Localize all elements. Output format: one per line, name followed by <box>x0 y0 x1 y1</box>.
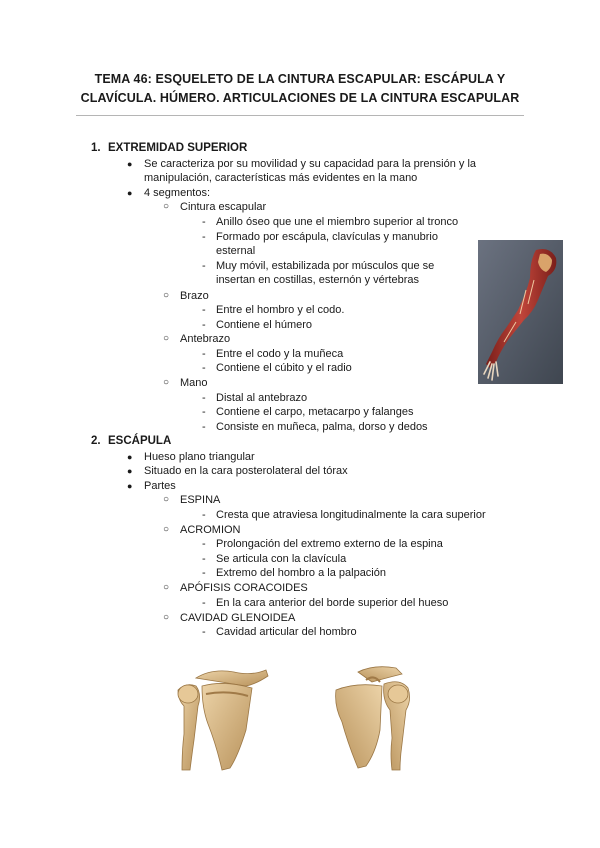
brazo-item-1: Entre el hombro y el codo. <box>216 304 345 316</box>
dash-icon: - <box>202 392 206 404</box>
arm-muscles-image <box>478 240 563 384</box>
brazo-item-2: Contiene el húmero <box>216 319 313 331</box>
dash-icon: - <box>202 509 206 521</box>
title-line-2: CLAVÍCULA. HÚMERO. ARTICULACIONES DE LA CINTURA ESCAPULAR <box>80 91 520 105</box>
title-divider <box>76 115 524 116</box>
page-title <box>60 70 540 108</box>
dash-icon: - <box>202 567 206 579</box>
cintura-item-3-line-2: insertan en costillas, esternón y vértebras <box>216 274 419 286</box>
acromion-item-1: Prolongación del extremo externo de la espina <box>216 538 443 550</box>
s2-bullet-2: Situado en la cara posterolateral del tórax <box>144 465 348 477</box>
coracoides-item-1: En la cara anterior del borde superior del hueso <box>216 597 449 609</box>
coracoides-label: APÓFISIS CORACOIDES <box>180 582 308 594</box>
circle-bullet-icon: ○ <box>163 494 170 505</box>
section-2-number: 2. <box>91 435 101 447</box>
antebrazo-item-1: Entre el codo y la muñeca <box>216 348 344 360</box>
cintura-item-2-line-1: Formado por escápula, clavículas y manubrio <box>216 231 438 243</box>
mano-label: Mano <box>180 377 208 389</box>
scapula-posterior-image <box>172 660 272 772</box>
acromion-label: ACROMION <box>180 524 241 536</box>
espina-label: ESPINA <box>180 494 221 506</box>
dash-icon: - <box>202 260 206 272</box>
section-1-number: 1. <box>91 142 101 154</box>
circle-bullet-icon: ○ <box>163 333 170 344</box>
cintura-item-3-line-1: Muy móvil, estabilizada por músculos que se <box>216 260 435 272</box>
antebrazo-item-2: Contiene el cúbito y el radio <box>216 362 352 374</box>
bullet-icon: ● <box>127 188 133 198</box>
circle-bullet-icon: ○ <box>163 524 170 535</box>
s1-bullet-1-line-1: Se caracteriza por su movilidad y su capacidad para la prensión y la <box>144 158 477 170</box>
bullet-icon: ● <box>127 481 133 491</box>
circle-bullet-icon: ○ <box>163 377 170 388</box>
cintura-item-1: Anillo óseo que une el miembro superior al tronco <box>216 216 459 228</box>
acromion-item-3: Extremo del hombro a la palpación <box>216 567 386 579</box>
circle-bullet-icon: ○ <box>163 582 170 593</box>
s1-bullet-2: 4 segmentos: <box>144 187 211 199</box>
dash-icon: - <box>202 304 206 316</box>
brazo-label: Brazo <box>180 290 209 302</box>
s2-bullet-1: Hueso plano triangular <box>144 451 255 463</box>
antebrazo-label: Antebrazo <box>180 333 231 345</box>
cintura-label: Cintura escapular <box>180 201 267 213</box>
cintura-item-2-line-2: esternal <box>216 245 256 257</box>
section-1-heading: EXTREMIDAD SUPERIOR <box>108 142 248 154</box>
dash-icon: - <box>202 597 206 609</box>
circle-bullet-icon: ○ <box>163 290 170 301</box>
mano-item-1: Distal al antebrazo <box>216 392 308 404</box>
dash-icon: - <box>202 319 206 331</box>
mano-item-3: Consiste en muñeca, palma, dorso y dedos <box>216 421 428 433</box>
mano-item-2: Contiene el carpo, metacarpo y falanges <box>216 406 414 418</box>
s2-bullet-3: Partes <box>144 480 176 492</box>
bullet-icon: ● <box>127 452 133 462</box>
dash-icon: - <box>202 421 206 433</box>
circle-bullet-icon: ○ <box>163 612 170 623</box>
espina-item-1: Cresta que atraviesa longitudinalmente la cara superior <box>216 509 486 521</box>
dash-icon: - <box>202 362 206 374</box>
dash-icon: - <box>202 538 206 550</box>
dash-icon: - <box>202 553 206 565</box>
dash-icon: - <box>202 216 206 228</box>
dash-icon: - <box>202 626 206 638</box>
bullet-icon: ● <box>127 159 133 169</box>
section-2-heading: ESCÁPULA <box>108 435 172 447</box>
dash-icon: - <box>202 406 206 418</box>
dash-icon: - <box>202 231 206 243</box>
bullet-icon: ● <box>127 466 133 476</box>
dash-icon: - <box>202 348 206 360</box>
circle-bullet-icon: ○ <box>163 201 170 212</box>
glenoidea-item-1: Cavidad articular del hombro <box>216 626 357 638</box>
s1-bullet-1-line-2: manipulación, características más evidentes en la mano <box>144 172 418 184</box>
glenoidea-label: CAVIDAD GLENOIDEA <box>180 612 296 624</box>
title-line-1: TEMA 46: ESQUELETO DE LA CINTURA ESCAPULAR: ESCÁPULA Y <box>94 72 506 86</box>
acromion-item-2: Se articula con la clavícula <box>216 553 347 565</box>
scapula-anterior-image <box>322 660 414 772</box>
